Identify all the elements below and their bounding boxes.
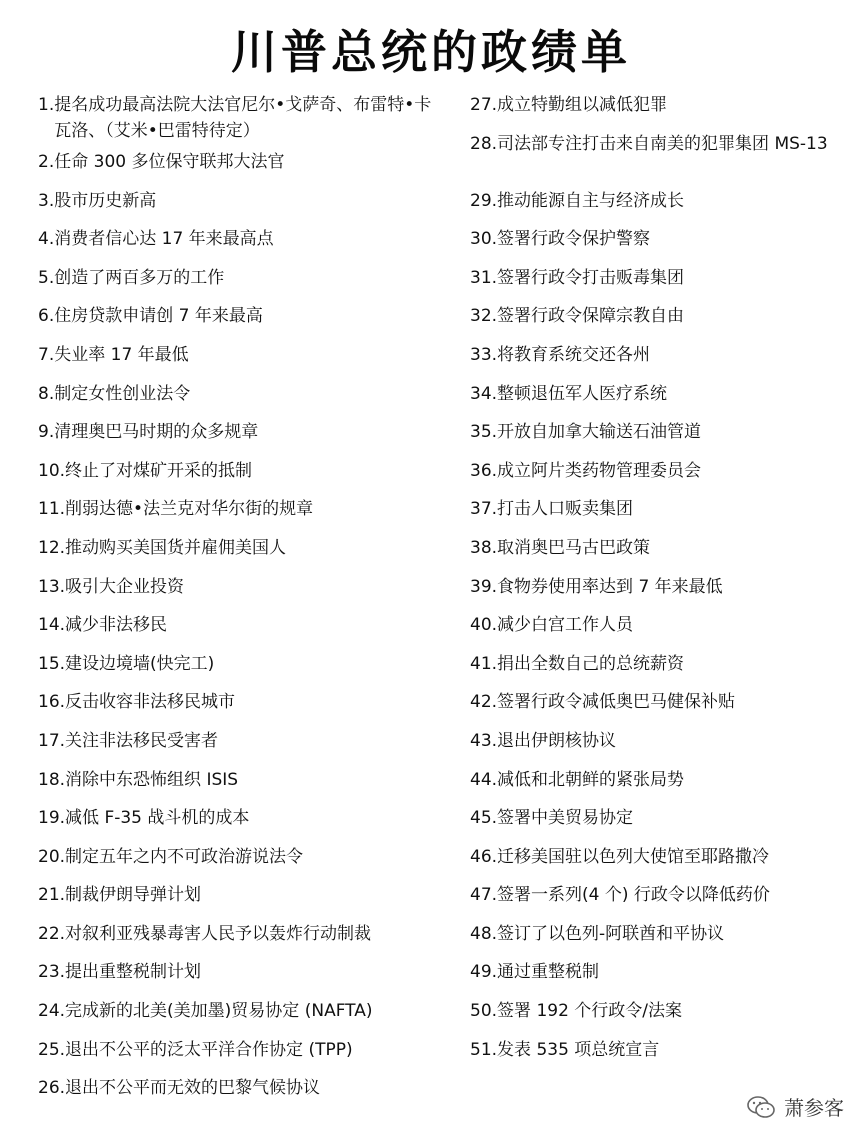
item-number: 26.: [38, 1078, 66, 1099]
item-number: 27.: [470, 95, 498, 115]
item-text: 签署 192 个行政令/法案: [497, 1001, 683, 1022]
item-number: 29.: [470, 190, 498, 211]
item-number: 7.: [38, 344, 55, 365]
item-text: 消除中东恐怖组织 ISIS: [65, 769, 239, 790]
item-text: 关注非法移民受害者: [65, 730, 219, 751]
list-item: [470, 805, 850, 844]
list-item: [38, 805, 438, 844]
list-item: [470, 728, 850, 767]
list-item: [38, 651, 438, 690]
item-number: 40.: [470, 615, 498, 636]
item-text: 制定女性创业法令: [54, 383, 191, 404]
item-text: 签署一系列(4 个) 行政令以降低药价: [497, 885, 770, 906]
item-number: 10.: [38, 460, 66, 481]
item-number: 25.: [38, 1039, 66, 1060]
item-number: 3.: [38, 190, 55, 211]
item-number: 23.: [38, 962, 66, 983]
list-item: [470, 535, 850, 574]
item-text: 消费者信心达 17 年来最高点: [54, 229, 274, 250]
item-text: 签订了以色列-阿联酋和平协议: [497, 923, 725, 944]
item-number: 48.: [470, 923, 498, 944]
list-item: [38, 1037, 438, 1076]
item-number: 8.: [38, 383, 55, 404]
item-number: 43.: [470, 730, 498, 751]
list-item: [38, 381, 438, 420]
item-text: 创造了两百多万的工作: [54, 267, 225, 288]
list-item: [470, 458, 850, 497]
item-number: 12.: [38, 537, 66, 558]
item-text: 完成新的北美(美加墨)贸易协定 (NAFTA): [65, 1001, 373, 1022]
list-item: [470, 265, 850, 304]
item-number: 22.: [38, 923, 66, 944]
item-text: 推动能源自主与经济成长: [497, 190, 685, 211]
watermark-text: 萧参客: [784, 1096, 844, 1120]
list-item: [470, 188, 850, 227]
list-item: [470, 1037, 850, 1076]
list-item: [38, 149, 438, 188]
item-text: 减少白宫工作人员: [497, 615, 634, 636]
item-text: 将教育系统交还各州: [497, 344, 651, 365]
left-column: [38, 92, 438, 1114]
item-text: 成立特勤组以减低犯罪: [497, 95, 668, 115]
item-number: 17.: [38, 730, 66, 751]
list-item: [38, 458, 438, 497]
list-item: [38, 419, 438, 458]
list-item: [38, 1075, 438, 1114]
item-text: 提名成功最高法院大法官尼尔•戈萨奇、布雷特•卡瓦洛、（艾米•巴雷特待定）: [54, 95, 432, 141]
item-number: 18.: [38, 769, 66, 790]
list-item: [470, 612, 850, 651]
item-text: 股市历史新高: [54, 190, 157, 211]
list-item: [38, 535, 438, 574]
item-text: 任命 300 多位保守联邦大法官: [54, 152, 285, 172]
item-number: 37.: [470, 499, 498, 520]
item-number: 6.: [38, 306, 55, 327]
item-number: 33.: [470, 344, 498, 365]
item-number: 16.: [38, 692, 66, 713]
item-text: 减低和北朝鲜的紧张局势: [497, 769, 685, 790]
list-item: [470, 303, 850, 342]
item-text: 退出不公平而无效的巴黎气候协议: [65, 1078, 321, 1099]
item-text: 对叙利亚残暴毒害人民予以轰炸行动制裁: [65, 923, 372, 944]
item-text: 失业率 17 年最低: [54, 344, 189, 365]
item-text: 取消奥巴马古巴政策: [497, 537, 651, 558]
item-text: 签署行政令打击贩毒集团: [497, 267, 685, 288]
item-text: 减低 F-35 战斗机的成本: [65, 808, 250, 829]
item-text: 制裁伊朗导弹计划: [65, 885, 202, 906]
list-item: [470, 342, 850, 381]
list-item: [470, 844, 850, 883]
item-text: 退出伊朗核协议: [497, 730, 617, 751]
list-item: [38, 612, 438, 651]
list-item: [38, 574, 438, 613]
list-item: [470, 767, 850, 806]
item-text: 发表 535 项总统宣言: [497, 1039, 660, 1060]
list-item: [38, 844, 438, 883]
item-text: 签署行政令保障宗教自由: [497, 306, 685, 327]
list-item: [470, 92, 850, 131]
item-text: 成立阿片类药物管理委员会: [497, 460, 702, 481]
item-number: 9.: [38, 422, 55, 443]
list-item: [470, 882, 850, 921]
list-item: [470, 921, 850, 960]
list-item: [470, 574, 850, 613]
item-number: 38.: [470, 537, 498, 558]
list-item: [470, 131, 850, 188]
item-text: 制定五年之内不可政治游说法令: [65, 846, 304, 867]
item-text: 迁移美国驻以色列大使馆至耶路撒冷: [497, 846, 770, 867]
item-number: 30.: [470, 229, 498, 250]
item-number: 49.: [470, 962, 498, 983]
page-title: 川普总统的政绩单: [231, 25, 631, 79]
item-text: 反击收容非法移民城市: [65, 692, 236, 713]
list-item: [470, 226, 850, 265]
item-text: 建设边境墙(快完工): [65, 653, 215, 674]
list-item: [470, 651, 850, 690]
list-item: [38, 689, 438, 728]
list-item: [38, 188, 438, 227]
item-number: 4.: [38, 229, 55, 250]
item-number: 31.: [470, 267, 498, 288]
item-number: 44.: [470, 769, 498, 790]
wechat-icon: [746, 1094, 776, 1120]
item-number: 51.: [470, 1039, 498, 1060]
item-text: 减少非法移民: [65, 615, 168, 636]
item-number: 20.: [38, 846, 66, 867]
item-text: 清理奥巴马时期的众多规章: [54, 422, 259, 443]
item-text: 吸引大企业投资: [65, 576, 185, 597]
list-item: [38, 998, 438, 1037]
list-item: [38, 265, 438, 304]
list-item: [38, 959, 438, 998]
item-text: 食物券使用率达到 7 年来最低: [497, 576, 723, 597]
item-text: 退出不公平的泛太平洋合作协定 (TPP): [65, 1039, 353, 1060]
item-number: 28.: [470, 133, 498, 154]
item-number: 39.: [470, 576, 498, 597]
list-item: [38, 728, 438, 767]
list-item: [38, 303, 438, 342]
item-text: 住房贷款申请创 7 年来最高: [54, 306, 263, 327]
list-item: [38, 496, 438, 535]
item-number: 45.: [470, 808, 498, 829]
item-text: 签署行政令减低奥巴马健保补贴: [497, 692, 736, 713]
item-text: 司法部专注打击来自南美的犯罪集团 MS-13: [497, 133, 828, 154]
item-number: 19.: [38, 808, 66, 829]
list-item: [470, 419, 850, 458]
item-number: 41.: [470, 653, 498, 674]
item-number: 24.: [38, 1001, 66, 1022]
list-item: [470, 689, 850, 728]
item-number: 50.: [470, 1001, 498, 1022]
item-text: 通过重整税制: [497, 962, 600, 983]
item-text: 削弱达德•法兰克对华尔街的规章: [65, 499, 314, 520]
list-item: [470, 381, 850, 420]
list-item: [38, 767, 438, 806]
item-number: 34.: [470, 383, 498, 404]
watermark: [746, 1092, 844, 1121]
item-number: 47.: [470, 885, 498, 906]
item-number: 42.: [470, 692, 498, 713]
item-number: 14.: [38, 615, 66, 636]
item-text: 整顿退伍军人医疗系统: [497, 383, 668, 404]
item-number: 2.: [38, 152, 55, 172]
item-text: 提出重整税制计划: [65, 962, 202, 983]
list-item: [470, 496, 850, 535]
list-item: [470, 998, 850, 1037]
item-text: 打击人口贩卖集团: [497, 499, 634, 520]
item-text: 签署中美贸易协定: [497, 808, 634, 829]
item-number: 13.: [38, 576, 66, 597]
item-text: 捐出全数自己的总统薪资: [497, 653, 685, 674]
item-number: 1.: [38, 95, 55, 115]
item-number: 35.: [470, 422, 498, 443]
item-number: 21.: [38, 885, 66, 906]
list-item: [38, 342, 438, 381]
right-column: [470, 92, 850, 1075]
item-number: 5.: [38, 267, 55, 288]
list-item: [38, 921, 438, 960]
item-number: 46.: [470, 846, 498, 867]
list-item: [38, 92, 438, 149]
item-number: 32.: [470, 306, 498, 327]
item-text: 签署行政令保护警察: [497, 229, 651, 250]
item-number: 36.: [470, 460, 498, 481]
list-item: [38, 226, 438, 265]
list-item: [38, 882, 438, 921]
item-text: 推动购买美国货并雇佣美国人: [65, 537, 287, 558]
item-number: 11.: [38, 499, 66, 520]
item-text: 终止了对煤矿开采的抵制: [65, 460, 253, 481]
item-number: 15.: [38, 653, 66, 674]
item-text: 开放自加拿大输送石油管道: [497, 422, 702, 443]
list-item: [470, 959, 850, 998]
